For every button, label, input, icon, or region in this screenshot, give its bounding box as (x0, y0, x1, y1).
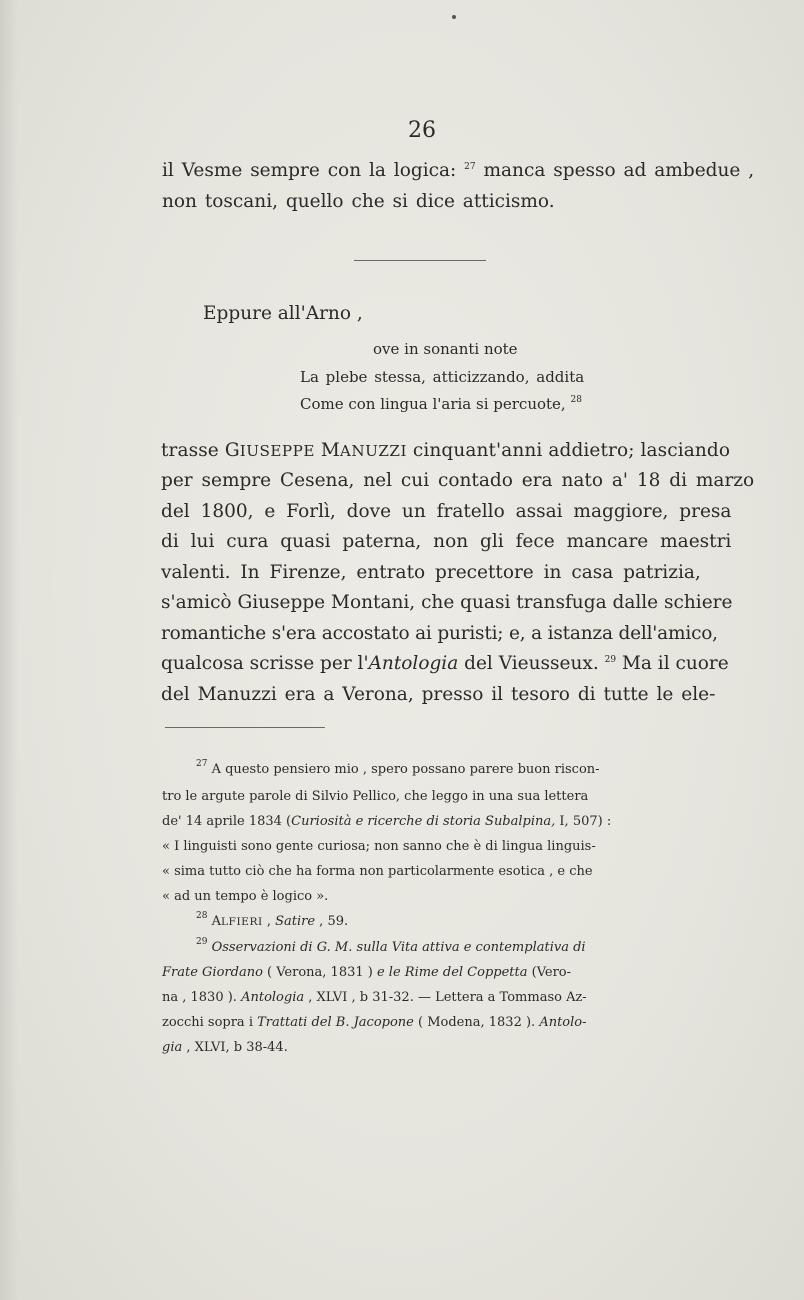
page-left-edge (0, 0, 18, 1300)
body-line-3: del 1800, e Forlì, dove un fratello assai maggiore, presa (161, 501, 732, 522)
footnote-29-line-3: na , 1830 ). Antologia , XLVI , b 31-32. — Lettera a Tommaso Az- (162, 990, 587, 1005)
body-line-6: s'amicò Giuseppe Montani, che quasi transfuga dalle schiere (161, 592, 733, 613)
verse-line-3: Come con lingua l'aria si percuote, $^{28}$ (300, 395, 582, 413)
footnote-27-line-2: tro le argute parole di Silvio Pellico, che leggo in una sua lettera (162, 789, 589, 804)
verse-line-2: La plebe stessa, atticizzando, addita (300, 368, 585, 386)
text-line-1: il Vesme sempre con la logica: $^{27}$ manca spesso ad ambedue , (162, 160, 755, 181)
body-line-9: del Manuzzi era a Verona, presso il tesoro di tutte le ele- (161, 684, 716, 705)
footnote-ref-29: 29 (604, 655, 617, 665)
footnote-27-line-4: « I linguisti sono gente curiosa; non sanno che è di lingua linguis- (162, 839, 596, 854)
ink-dot (452, 15, 456, 19)
body-line-1: trasse GIUSEPPE MANUZZI cinquant'anni addietro; lasciando (161, 440, 731, 461)
text-line-2: non toscani, quello che si dice atticismo. (162, 191, 555, 212)
body-line-2: per sempre Cesena, nel cui contado era nato a' 18 di marzo (161, 470, 755, 491)
footnote-separator (165, 727, 325, 728)
epigraph-lead: Eppure all'Arno , (203, 303, 363, 324)
footnote-ref-27: 27 (464, 162, 476, 172)
footnote-29-line-4: zocchi sopra i Trattati del B. Jacopone ( Modena, 1832 ). Antolo- (162, 1015, 587, 1030)
body-line-8: qualcosa scrisse per l'Antologia del Vieusseux. $^{29}$ Ma il cuore (161, 653, 729, 674)
section-divider (354, 260, 486, 261)
verse-line-1: ove in sonanti note (373, 340, 518, 358)
footnote-29-line-1: $^{29}$ Osservazioni di G. M. sulla Vita attiva e contemplativa di (196, 937, 586, 955)
footnote-29-line-5: gia , XLVI, b 38-44. (162, 1040, 288, 1055)
body-line-4: di lui cura quasi paterna, non gli fece mancare maestri (161, 531, 732, 552)
footnote-27-line-5: « sima tutto ciò che ha forma non particolarmente esotica , e che (162, 864, 593, 879)
footnote-27-line-3: de' 14 aprile 1834 (Curiosità e ricerche di storia Subalpina, I, 507) : (162, 814, 612, 829)
body-line-5: valenti. In Firenze, entrato precettore in casa patrizia, (161, 562, 701, 583)
footnote-28: $^{28}$ ALFIERI , Satire , 59. (196, 911, 349, 929)
footnote-29-line-2: Frate Giordano ( Verona, 1831 ) e le Rime del Coppetta (Vero- (162, 965, 572, 980)
page-number: 26 (408, 118, 436, 143)
footnote-27-line-1: $^{27}$ A questo pensiero mio , spero possano parere buon riscon- (196, 759, 600, 777)
body-line-7: romantiche s'era accostato ai puristi; e, a istanza dell'amico, (161, 623, 718, 644)
footnote-ref-28: 28 (570, 395, 582, 405)
footnote-27-line-6: « ad un tempo è logico ». (162, 889, 329, 904)
